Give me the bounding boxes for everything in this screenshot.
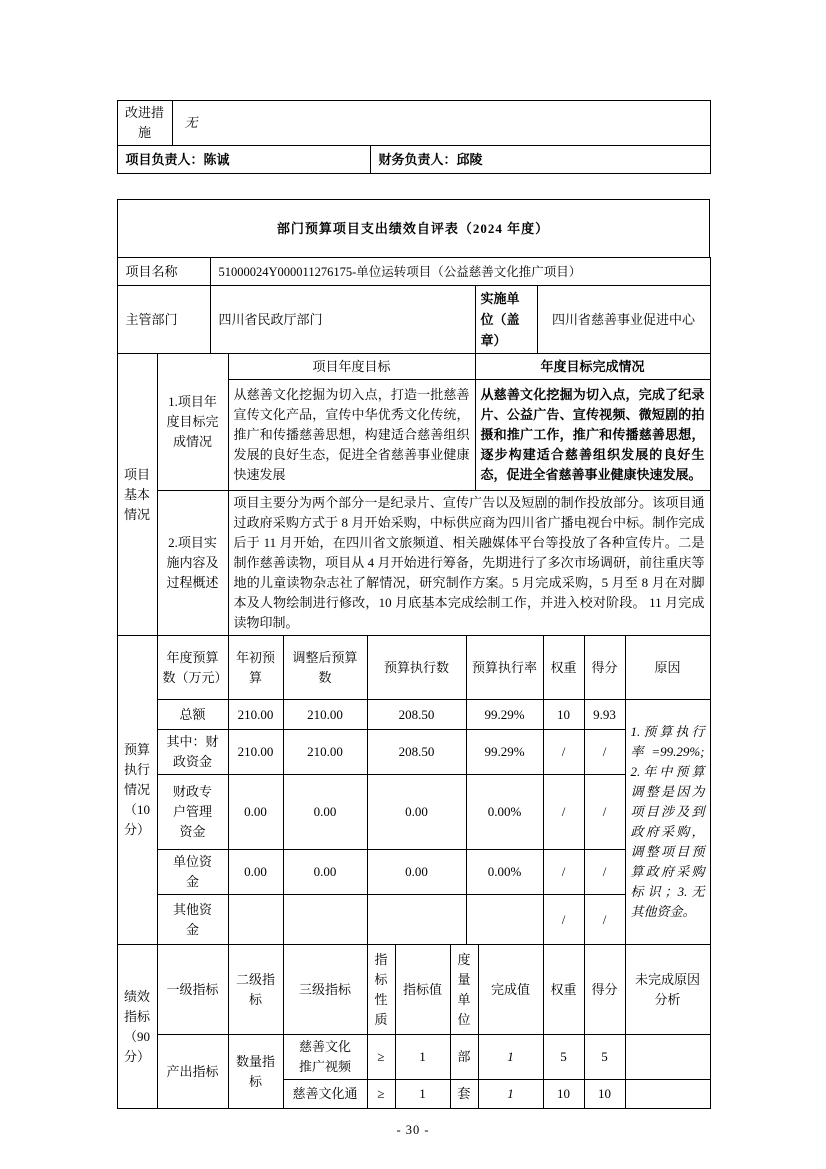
indicators-section: [117, 944, 711, 1109]
indicator-nature: ≥: [367, 1080, 395, 1109]
budget-cell: [367, 895, 466, 945]
improvement-row: [117, 101, 710, 146]
budget-cell: 210.00: [283, 730, 367, 775]
budget-cell: [466, 895, 543, 945]
goal-text: 从慈善文化挖掘为切入点，打造一批慈善宣传文化产品，宣传中华优秀文化传统，推广和传播慈善思想，构建适合慈善组织发展的良好生态，促进全省慈善事业健康快速发展: [228, 380, 475, 491]
indicator-level3: 慈善文化通: [283, 1080, 367, 1109]
indicator-col-unit: 度量单位: [450, 945, 478, 1035]
indicator-unit: 套: [450, 1080, 478, 1109]
budget-cell: /: [584, 775, 625, 850]
budget-section: [117, 635, 711, 945]
indicator-col-nature: 指标性质: [367, 945, 395, 1035]
indicator-score: 5: [584, 1035, 625, 1080]
budget-cell: 10: [543, 700, 584, 730]
responsible-row: [117, 146, 710, 174]
indicator-col-level3: 三级指标: [283, 945, 367, 1035]
budget-col-rate: 预算执行率: [466, 636, 543, 700]
budget-cell: 99.29%: [466, 700, 543, 730]
indicator-col-target: 指标值: [395, 945, 450, 1035]
budget-row-label: 其中：财政资金: [157, 730, 228, 775]
goal-header-row: [117, 354, 710, 380]
main-table-title: [117, 199, 710, 258]
budget-col-label: 年度预算数（万元）: [157, 636, 228, 700]
budget-section-label: 预算执行情况（10分）: [117, 636, 157, 945]
project-name-value: 51000024Y000011276175-单位运转项目（公益慈善文化推广项目）: [210, 258, 710, 286]
budget-col-weight: 权重: [543, 636, 584, 700]
indicator-header-row: [117, 945, 710, 1035]
budget-reason-text: 1.预算执行率=99.29%;2.年中预算调整是因为项目涉及到政府采购，调整项目预算政府采购标识；3.无其他资金。: [625, 700, 710, 945]
indicator-level1: 产出指标: [157, 1035, 228, 1109]
indicator-analysis: [625, 1035, 710, 1080]
indicator-level2: 数量指标: [228, 1035, 283, 1109]
indicator-target: 1: [395, 1035, 450, 1080]
budget-cell: 210.00: [283, 700, 367, 730]
budget-row-special: [117, 775, 710, 850]
indicator-analysis: [625, 1080, 710, 1109]
budget-row-total: [117, 700, 710, 730]
indicator-col-weight: 权重: [543, 945, 584, 1035]
indicator-col-score: 得分: [584, 945, 625, 1035]
budget-row-unit: [117, 850, 710, 895]
goal-row-label: 1.项目年度目标完成情况: [157, 354, 228, 491]
dept-value: 四川省民政厅部门: [210, 286, 475, 354]
budget-cell: [228, 895, 283, 945]
indicator-weight: 5: [543, 1035, 584, 1080]
finance-manager: 财务负责人：邱陵: [370, 146, 710, 174]
process-row-label: 2.项目实施内容及过程概述: [157, 491, 228, 636]
budget-row-label: 总额: [157, 700, 228, 730]
indicator-score: 10: [584, 1080, 625, 1109]
indicator-nature: ≥: [367, 1035, 395, 1080]
indicator-col-level2: 二级指标: [228, 945, 283, 1035]
project-manager: 项目负责人：陈诚: [117, 146, 370, 174]
budget-row-label: 单位资金: [157, 850, 228, 895]
indicator-target: 1: [395, 1080, 450, 1109]
impl-unit-label: 实施单位（盖章）: [475, 286, 537, 354]
indicator-section-label: 绩效指标（90分）: [117, 945, 157, 1109]
budget-cell: [283, 895, 367, 945]
budget-cell: 208.50: [367, 700, 466, 730]
department-row: [117, 286, 710, 354]
budget-col-executed: 预算执行数: [367, 636, 466, 700]
budget-cell: 0.00: [228, 850, 283, 895]
main-table-head: [117, 257, 711, 354]
improvement-table: [117, 100, 711, 174]
budget-cell: 210.00: [228, 730, 283, 775]
process-row: [117, 491, 710, 636]
budget-row-label: 其他资金: [157, 895, 228, 945]
indicator-col-analysis: 未完成原因分析: [625, 945, 710, 1035]
budget-cell: /: [584, 730, 625, 775]
budget-cell: 0.00: [228, 775, 283, 850]
improvement-value: 无: [172, 101, 710, 146]
budget-cell: 0.00: [283, 850, 367, 895]
budget-cell: /: [584, 895, 625, 945]
budget-cell: 0.00: [367, 775, 466, 850]
dept-label: 主管部门: [117, 286, 210, 354]
budget-cell: /: [543, 895, 584, 945]
basic-section-label: 项目基本情况: [117, 354, 157, 636]
budget-cell: 0.00: [283, 775, 367, 850]
budget-row-label: 财政专户管理资金: [157, 775, 228, 850]
document-content: [117, 100, 710, 1138]
budget-col-adjusted: 调整后预算数: [283, 636, 367, 700]
budget-cell: 0.00%: [466, 775, 543, 850]
budget-cell: 0.00%: [466, 850, 543, 895]
improvement-label: 改进措施: [117, 101, 172, 146]
project-name-row: [117, 258, 710, 286]
indicator-col-level1: 一级指标: [157, 945, 228, 1035]
budget-cell: 208.50: [367, 730, 466, 775]
budget-cell: 9.93: [584, 700, 625, 730]
goal-header: 项目年度目标: [228, 354, 475, 380]
budget-cell: /: [543, 730, 584, 775]
indicator-completed: 1: [478, 1035, 543, 1080]
page-number: - 30 -: [396, 1123, 430, 1137]
budget-cell: 210.00: [228, 700, 283, 730]
title-row: [117, 200, 709, 258]
budget-col-reason: 原因: [625, 636, 710, 700]
budget-col-initial: 年初预算: [228, 636, 283, 700]
budget-cell: 0.00: [367, 850, 466, 895]
budget-cell: /: [584, 850, 625, 895]
budget-cell: 99.29%: [466, 730, 543, 775]
budget-header-row: [117, 636, 710, 700]
impl-unit-value: 四川省慈善事业促进中心: [537, 286, 710, 354]
completion-text: 从慈善文化挖掘为切入点，完成了纪录片、公益广告、宣传视频、微短剧的拍摄和推广工作，推广和传播慈善思想，逐步构建适合慈善组织发展的良好生态，促进全省慈善事业健康快速发展。: [475, 380, 710, 491]
table-title: 部门预算项目支出绩效自评表（2024 年度）: [117, 200, 709, 258]
completion-header: 年度目标完成情况: [475, 354, 710, 380]
indicator-row-video: [117, 1035, 710, 1080]
budget-cell: /: [543, 775, 584, 850]
project-name-label: 项目名称: [117, 258, 210, 286]
indicator-col-completed: 完成值: [478, 945, 543, 1035]
indicator-completed: 1: [478, 1080, 543, 1109]
indicator-unit: 部: [450, 1035, 478, 1080]
process-text: 项目主要分为两个部分一是纪录片、宣传广告以及短剧的制作投放部分。该项目通过政府采购方式于 8 月开始采购，中标供应商为四川省广播电视台中标。制作完成后于 11 月开始，在四川省文旅频道、相关融媒体平台等投放了各种宣传片。二是制作慈善读物，项目从 4 月开始进行筹备，先期进行了多次市场调研，前往重庆等地的儿童读物杂志社了解情况，研究制作方案。5 月完成采购，5 月至 8 月在对脚本及人物绘制进行修改，10 月底基本完成绘制工作，并进入校对阶段。 11 月完成读物印制。: [228, 491, 710, 636]
indicator-weight: 10: [543, 1080, 584, 1109]
basic-info-section: [117, 353, 711, 636]
budget-row-fiscal: [117, 730, 710, 775]
budget-cell: /: [543, 850, 584, 895]
budget-col-score: 得分: [584, 636, 625, 700]
budget-row-other: [117, 895, 710, 945]
indicator-level3: 慈善文化推广视频: [283, 1035, 367, 1080]
